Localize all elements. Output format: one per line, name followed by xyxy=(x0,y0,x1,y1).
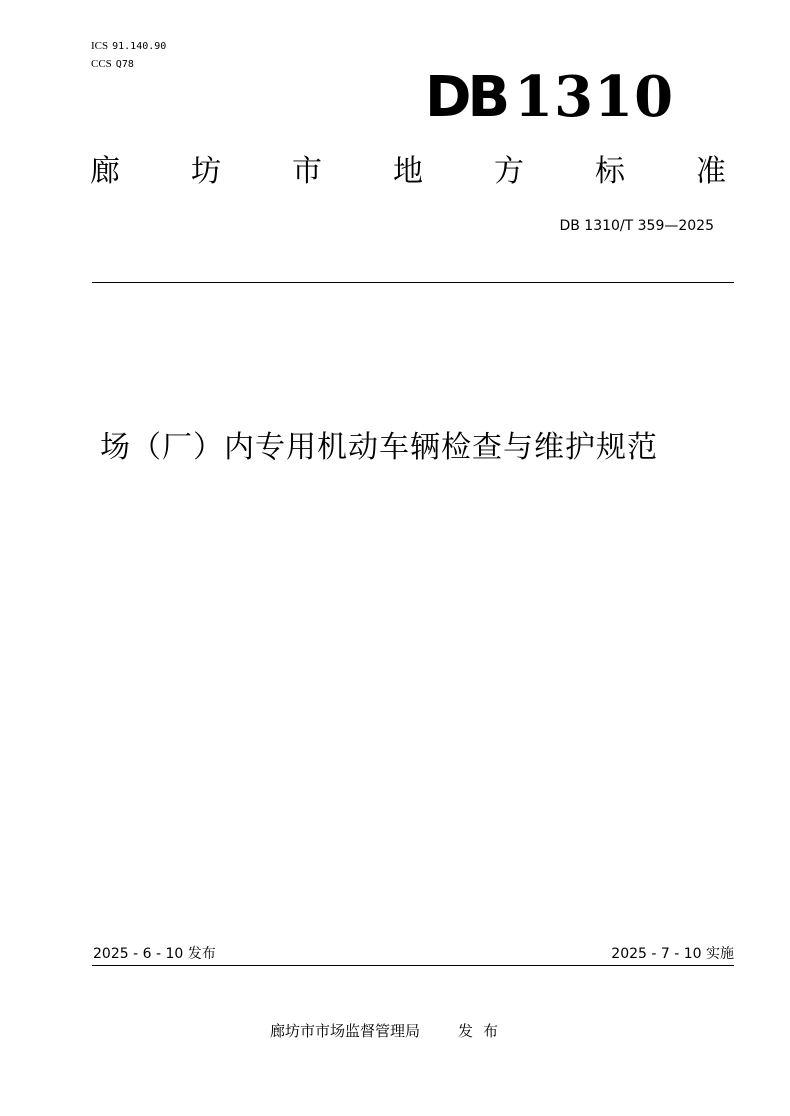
document-title: 场（厂）内专用机动车辆检查与维护规范 xyxy=(100,430,658,465)
standard-mark-number: 1310 xyxy=(514,64,675,130)
ics-label: ICS xyxy=(91,40,109,52)
standard-mark-prefix: DB xyxy=(425,65,507,130)
implementation-date: 2025 - 7 - 10 实施 xyxy=(611,946,734,962)
standard-type-char: 方 xyxy=(494,154,524,189)
publisher-line xyxy=(270,1020,508,1042)
standard-type-char: 廊 xyxy=(90,154,120,189)
standard-type-char: 准 xyxy=(696,154,726,189)
publish-verb: 发布 xyxy=(458,1022,509,1040)
standard-number: DB 1310/T 359—2025 xyxy=(559,218,714,234)
ccs-value: Q78 xyxy=(115,59,134,70)
standard-type-char: 坊 xyxy=(191,154,221,189)
standard-type-char: 市 xyxy=(292,154,322,189)
ics-value: 91.140.90 xyxy=(112,41,167,52)
top-divider xyxy=(92,282,734,283)
standard-type-heading xyxy=(90,152,726,192)
standard-type-char: 地 xyxy=(393,154,423,189)
standard-mark xyxy=(425,62,685,132)
ccs-label: CCS xyxy=(91,58,112,70)
issue-date: 2025 - 6 - 10 发布 xyxy=(93,946,216,962)
ccs-code xyxy=(91,58,134,71)
bottom-divider xyxy=(92,965,734,966)
publisher-name: 廊坊市市场监督管理局 xyxy=(270,1022,421,1040)
standard-type-char: 标 xyxy=(595,154,625,189)
ics-code xyxy=(91,40,166,53)
